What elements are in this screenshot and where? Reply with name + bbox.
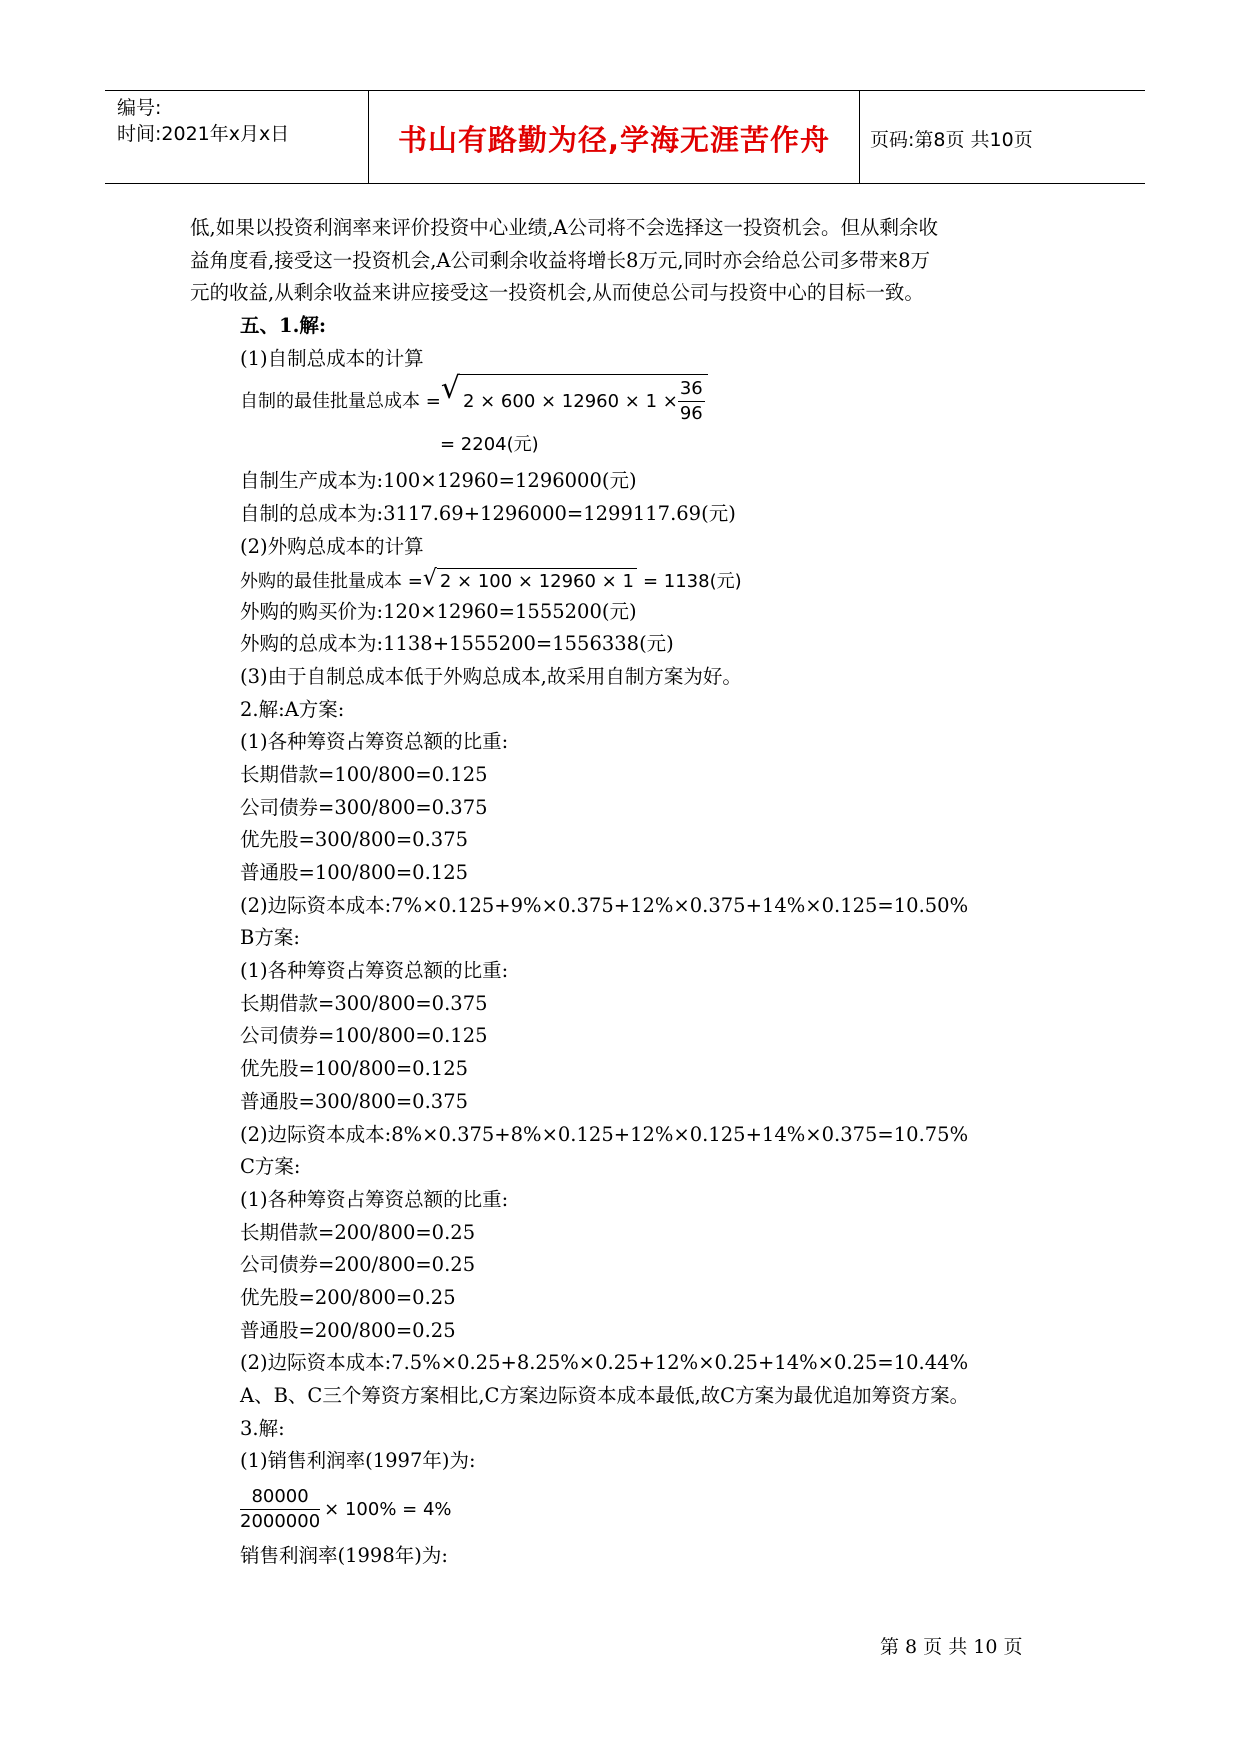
formula-purchase	[190, 564, 1060, 596]
sqrt-content: 2 × 100 × 12960 × 1	[437, 568, 637, 592]
sqrt-content: 2 × 600 × 12960 × 1 ×	[462, 391, 678, 413]
fraction-denominator: 96	[679, 403, 703, 425]
fraction-denominator: 2000000	[240, 1510, 321, 1532]
text-line: (2)边际资本成本:8%×0.375+8%×0.125+12%×0.125+14%×0.375=10.75%	[240, 1122, 969, 1146]
fraction	[240, 1485, 320, 1534]
formula-label: 自制的最佳批量总成本 =	[240, 391, 441, 413]
formula-self-made	[190, 371, 1060, 425]
text-line: 优先股=100/800=0.125	[240, 1057, 469, 1081]
text-line: 普通股=300/800=0.375	[240, 1089, 469, 1113]
text-line: (1)各种筹资占筹资总额的比重:	[240, 959, 509, 983]
text-line: (1)自制总成本的计算	[240, 346, 424, 370]
text-line: 长期借款=200/800=0.25	[240, 1220, 476, 1244]
sqrt-expression: √ 2 × 100 × 12960 × 1	[423, 568, 637, 592]
fraction-numerator: 80000	[240, 1485, 320, 1510]
text-line: 普通股=100/800=0.125	[240, 861, 469, 884]
formula-result: = 1138(元)	[642, 570, 742, 592]
number-label: 编号:	[117, 97, 162, 119]
text-line: 优先股=300/800=0.375	[240, 828, 469, 852]
time-label: 时间:2021年x月x日	[117, 123, 290, 145]
header-left	[117, 91, 367, 187]
text-line: 外购的购买价为:120×12960=1555200(元)	[240, 599, 637, 623]
text-line: 普通股=200/800=0.25	[240, 1318, 456, 1342]
text-line: 公司债券=300/800=0.375	[240, 795, 488, 819]
formula-result: = 2204(元)	[440, 434, 539, 456]
fraction	[678, 377, 705, 426]
text-line: 公司债券=100/800=0.125	[240, 1024, 488, 1048]
text-line: (2)外购总成本的计算	[240, 534, 424, 558]
page-header	[105, 90, 1145, 184]
paragraph-line: 益角度看,接受这一投资机会,A公司剩余收益将增长8万元,同时亦会给总公司多带来8万	[190, 248, 930, 272]
header-motto-cell	[368, 91, 860, 183]
text-line: (2)边际资本成本:7.5%×0.25+8.25%×0.25+12%×0.25+14%×0.25=10.44%	[240, 1351, 969, 1375]
text-line: (1)各种筹资占筹资总额的比重:	[240, 1187, 509, 1211]
text-line: 销售利润率(1998年)为:	[240, 1544, 448, 1568]
header-page-label: 页码:第8页 共10页	[870, 129, 1033, 151]
text-line: 公司债券=200/800=0.25	[240, 1253, 476, 1277]
text-line: 长期借款=300/800=0.375	[240, 991, 488, 1015]
text-line: (3)由于自制总成本低于外购总成本,故采用自制方案为好。	[240, 664, 742, 688]
sqrt-expression: √ 2 × 600 × 12960 × 1 × $\frac{36}{96}$	[441, 374, 708, 426]
fraction-numerator: 36	[678, 377, 705, 402]
paragraph-line: 低,如果以投资利润率来评价投资中心业绩,A公司将不会选择这一投资机会。但从剩余收	[190, 216, 938, 239]
text-line: 优先股=200/800=0.25	[240, 1285, 456, 1309]
page-footer: 第 8 页 共 10 页	[880, 1636, 1023, 1658]
text-line: 长期借款=100/800=0.125	[240, 762, 488, 786]
header-motto: 书山有路勤为径,学海无涯苦作舟	[397, 123, 831, 157]
text-line: C方案:	[240, 1155, 301, 1179]
text-line: (2)边际资本成本:7%×0.125+9%×0.375+12%×0.375+14%×0.125=10.50%	[240, 893, 969, 917]
formula-profit-rate	[190, 1478, 1060, 1540]
section-heading: 五、1.解:	[240, 314, 327, 338]
text-line: 自制的总成本为:3117.69+1296000=1299117.69(元)	[240, 502, 736, 526]
formula-label: 外购的最佳批量成本 =	[240, 570, 423, 592]
text-line: 外购的总成本为:1138+1555200=1556338(元)	[240, 632, 674, 656]
text-line: (1)销售利润率(1997年)为:	[240, 1449, 476, 1473]
text-line: B方案:	[240, 926, 300, 950]
text-line: 自制生产成本为:100×12960=1296000(元)	[240, 469, 637, 493]
text-line: 2.解:A方案:	[240, 697, 345, 721]
formula-rest: × 100% = 4%	[324, 1498, 452, 1520]
paragraph-line: 元的收益,从剩余收益来讲应接受这一投资机会,从而使总公司与投资中心的目标一致。	[190, 281, 924, 305]
document-body	[190, 212, 1060, 1573]
text-line: A、B、C三个筹资方案相比,C方案边际资本成本最低,故C方案为最优追加筹资方案。	[240, 1384, 970, 1407]
text-line: 3.解:	[240, 1416, 285, 1440]
text-line: (1)各种筹资占筹资总额的比重:	[240, 730, 509, 754]
